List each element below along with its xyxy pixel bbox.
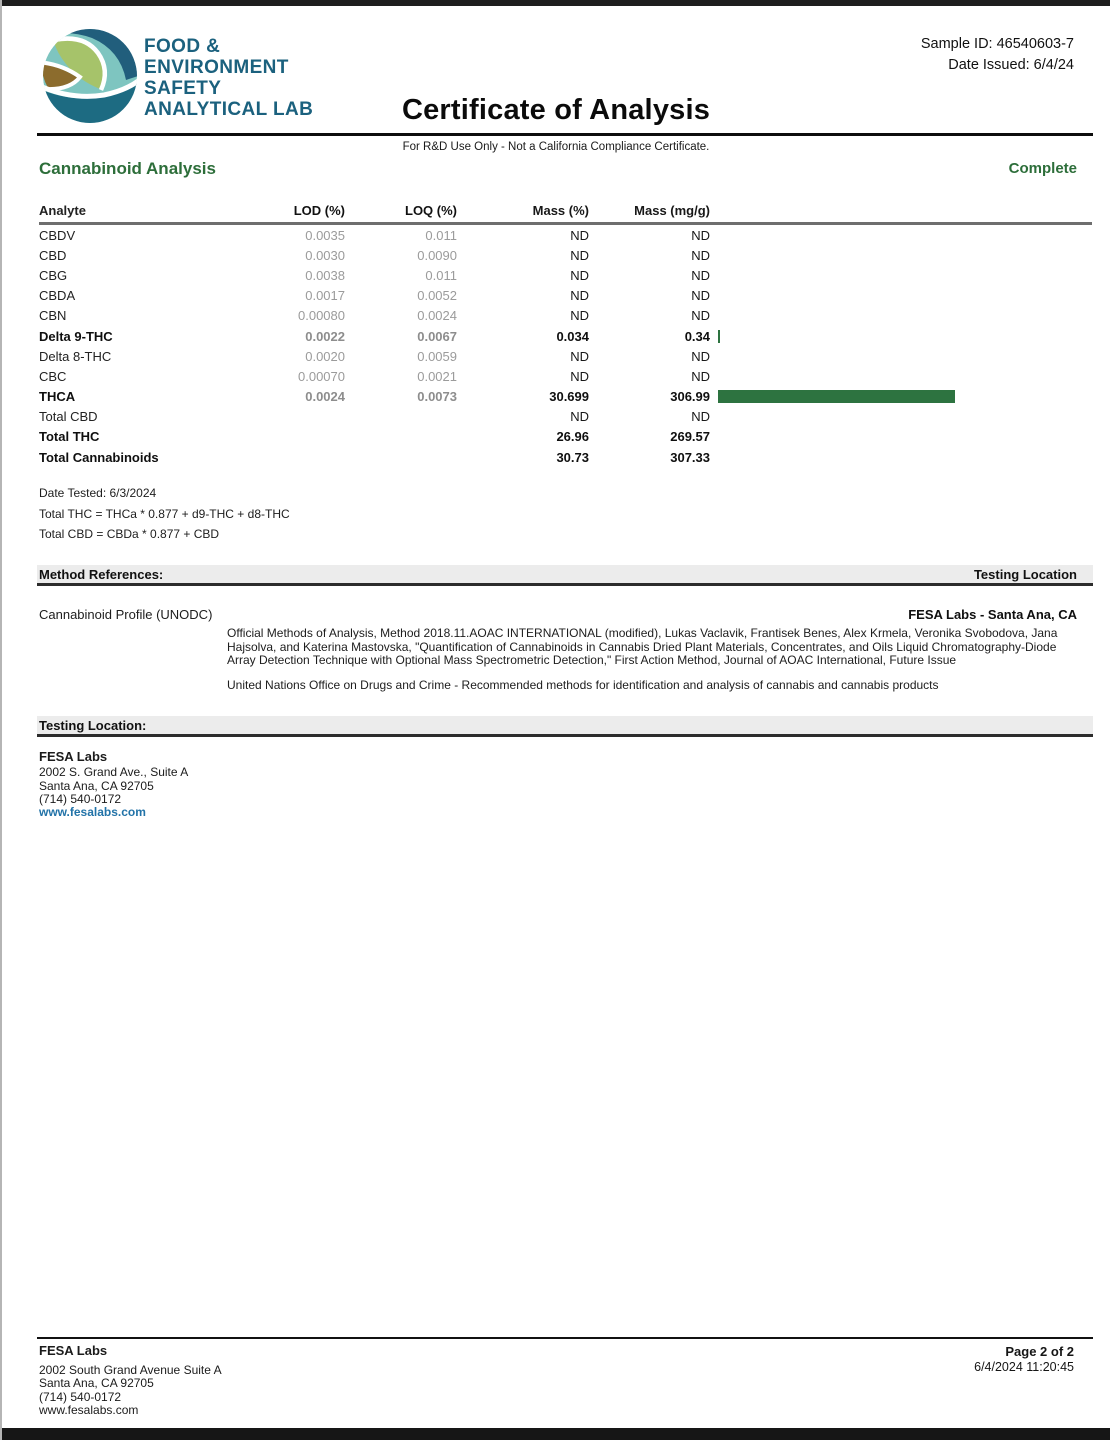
footer-lab-name: FESA Labs bbox=[39, 1343, 108, 1358]
lab-address-block bbox=[39, 750, 188, 819]
loq-value: 0.0090 bbox=[417, 247, 457, 263]
table-row bbox=[39, 286, 1092, 306]
loq-value: 0.011 bbox=[425, 267, 457, 283]
mass-mgg-value: ND bbox=[691, 267, 710, 283]
method-reference-text: Official Methods of Analysis, Method 2018.11.AOAC INTERNATIONAL (modified), Lukas Vaclavik, Frantisek Benes, Alex Krmela, Veronika Svobodova, Jana Hajsolva, and Katerina Mastovska, "Quantification of Cannabinoids in Cannabis Dried Plant Materials, Concentrates, and Oils Liquid Chromatography-Diode Array Detection Technique with Optional Mass Spectrometric Detection," First Action Method, Journal of AOAC International, Future Issue bbox=[227, 626, 1058, 667]
testing-location-bar bbox=[37, 716, 1093, 737]
analyte-name: Total THC bbox=[39, 429, 100, 445]
mass-pct-value: ND bbox=[570, 409, 589, 425]
status-badge: Complete bbox=[1008, 160, 1077, 177]
lab-name: FESA Labs bbox=[39, 749, 108, 764]
loq-value: 0.0067 bbox=[417, 328, 457, 344]
method-references-heading: Method References: bbox=[39, 567, 164, 582]
mass-pct-value: 0.034 bbox=[556, 328, 589, 344]
test-notes bbox=[39, 487, 290, 549]
loq-value: 0.0052 bbox=[417, 288, 457, 304]
lod-value: 0.0038 bbox=[305, 267, 345, 283]
bar-cell bbox=[710, 390, 1092, 403]
method-reference-text-unodc: United Nations Office on Drugs and Crime - Recommended methods for identification and analysis of cannabis and cannabis products bbox=[227, 678, 939, 692]
footer-address-line1: 2002 South Grand Avenue Suite A bbox=[39, 1362, 222, 1377]
mass-pct-value: ND bbox=[570, 368, 589, 384]
mass-mgg-value: ND bbox=[691, 227, 710, 243]
col-header-loq: LOQ (%) bbox=[405, 203, 457, 218]
lod-value: 0.0020 bbox=[305, 348, 345, 364]
table-row bbox=[39, 366, 1092, 386]
method-references-bar bbox=[37, 565, 1093, 586]
mass-mgg-value: ND bbox=[691, 288, 710, 304]
col-header-mass-pct: Mass (%) bbox=[532, 203, 589, 218]
analyte-name: CBC bbox=[39, 368, 67, 384]
mass-pct-value: ND bbox=[570, 348, 589, 364]
testing-location-heading: Testing Location: bbox=[39, 718, 147, 733]
mass-mgg-value: ND bbox=[691, 308, 710, 324]
footer-lab-info bbox=[39, 1344, 222, 1418]
total-thc-formula: Total THC = THCa * 0.877 + d9-THC + d8-THC bbox=[39, 506, 290, 521]
lod-value: 0.0017 bbox=[305, 288, 345, 304]
table-row bbox=[39, 225, 1092, 245]
lod-value: 0.00070 bbox=[298, 368, 345, 384]
lab-address-line1: 2002 S. Grand Ave., Suite A bbox=[39, 765, 189, 780]
lod-value: 0.0035 bbox=[305, 227, 345, 243]
mass-pct-value: ND bbox=[570, 267, 589, 283]
mass-mgg-value: 0.34 bbox=[684, 328, 710, 344]
table-row bbox=[39, 306, 1092, 326]
analyte-name: THCA bbox=[39, 389, 76, 405]
method-profile-row bbox=[39, 606, 1077, 624]
col-header-bar-spacer bbox=[710, 203, 1092, 220]
mass-pct-value: ND bbox=[570, 247, 589, 263]
lab-website-link[interactable]: www.fesalabs.com bbox=[39, 805, 146, 820]
table-row bbox=[39, 265, 1092, 285]
footer-phone: (714) 540-0172 bbox=[39, 1389, 122, 1404]
table-row bbox=[39, 427, 1092, 447]
page-top-edge bbox=[2, 0, 1110, 6]
footer-website: www.fesalabs.com bbox=[39, 1403, 139, 1417]
analyte-name: Delta 8-THC bbox=[39, 348, 112, 364]
col-header-lod: LOD (%) bbox=[293, 203, 345, 218]
loq-value: 0.0059 bbox=[417, 348, 457, 364]
mass-pct-value: 30.699 bbox=[549, 389, 589, 405]
date-issued: Date Issued: 6/4/24 bbox=[948, 57, 1074, 73]
footer-page-info bbox=[974, 1344, 1074, 1375]
bar-cell bbox=[710, 330, 1092, 343]
mass-mgg-value: 307.33 bbox=[670, 449, 710, 465]
analyte-name: CBDA bbox=[39, 288, 76, 304]
analyte-name: Total Cannabinoids bbox=[39, 449, 159, 465]
title-divider bbox=[37, 133, 1093, 136]
mass-pct-value: 26.96 bbox=[556, 429, 589, 445]
lab-wordmark-line: ANALYTICAL LAB bbox=[144, 99, 314, 120]
table-header-row bbox=[39, 203, 1092, 220]
lod-value: 0.0022 bbox=[305, 328, 345, 344]
mass-pct-value: ND bbox=[570, 288, 589, 304]
table-row bbox=[39, 387, 1092, 407]
loq-value: 0.0021 bbox=[417, 368, 457, 384]
lod-value: 0.00080 bbox=[298, 308, 345, 324]
mass-mgg-value: ND bbox=[691, 409, 710, 425]
mass-mgg-value: ND bbox=[691, 247, 710, 263]
lab-phone: (714) 540-0172 bbox=[39, 791, 122, 806]
loq-value: 0.0073 bbox=[417, 389, 457, 405]
page-bottom-edge bbox=[2, 1428, 1110, 1440]
testing-location-heading-right: Testing Location bbox=[973, 567, 1077, 582]
table-row bbox=[39, 407, 1092, 427]
section-title: Cannabinoid Analysis bbox=[39, 159, 216, 178]
analyte-name: CBN bbox=[39, 308, 67, 324]
mass-pct-value: ND bbox=[570, 308, 589, 324]
mass-mgg-value: 269.57 bbox=[670, 429, 710, 445]
loq-value: 0.011 bbox=[425, 227, 457, 243]
date-tested: Date Tested: 6/3/2024 bbox=[39, 486, 157, 500]
analyte-name: Delta 9-THC bbox=[39, 328, 113, 344]
table-row bbox=[39, 326, 1092, 346]
compliance-disclaimer: For R&D Use Only - Not a California Compliance Certificate. bbox=[402, 141, 710, 153]
mass-bar bbox=[718, 330, 720, 343]
method-profile-name: Cannabinoid Profile (UNODC) bbox=[39, 607, 213, 622]
lab-address-line2: Santa Ana, CA 92705 bbox=[39, 778, 154, 793]
lab-wordmark-line: FOOD & bbox=[144, 36, 221, 57]
total-cbd-formula: Total CBD = CBDa * 0.877 + CBD bbox=[39, 527, 220, 541]
col-header-analyte: Analyte bbox=[39, 203, 86, 218]
mass-pct-value: ND bbox=[570, 227, 589, 243]
page-number: Page 2 of 2 bbox=[1005, 1344, 1074, 1359]
sample-id: Sample ID: 46540603-7 bbox=[920, 36, 1074, 52]
mass-mgg-value: 306.99 bbox=[670, 389, 710, 405]
lab-wordmark-line: ENVIRONMENT bbox=[144, 57, 289, 78]
col-header-mass-mgg: Mass (mg/g) bbox=[634, 203, 710, 218]
footer-address-line2: Santa Ana, CA 92705 bbox=[39, 1376, 154, 1390]
lod-value: 0.0024 bbox=[305, 389, 345, 405]
page-title: Certificate of Analysis bbox=[401, 94, 711, 126]
sample-info bbox=[921, 34, 1074, 76]
analyte-name: CBG bbox=[39, 267, 68, 283]
table-row bbox=[39, 346, 1092, 366]
mass-mgg-value: ND bbox=[691, 368, 710, 384]
lod-value: 0.0030 bbox=[305, 247, 345, 263]
footer-divider bbox=[37, 1337, 1093, 1339]
method-testing-location: FESA Labs - Santa Ana, CA bbox=[908, 607, 1077, 622]
table-row bbox=[39, 245, 1092, 265]
print-datetime: 6/4/2024 11:20:45 bbox=[974, 1360, 1074, 1374]
mass-pct-value: 30.73 bbox=[556, 449, 589, 465]
mass-mgg-value: ND bbox=[691, 348, 710, 364]
section-header bbox=[39, 159, 1077, 179]
mass-bar bbox=[718, 390, 955, 403]
table-row bbox=[39, 447, 1092, 467]
cannabinoid-table bbox=[39, 203, 1092, 467]
lab-wordmark-line: SAFETY bbox=[144, 78, 222, 99]
loq-value: 0.0024 bbox=[417, 308, 457, 324]
analyte-name: CBDV bbox=[39, 227, 76, 243]
analyte-name: CBD bbox=[39, 247, 67, 263]
analyte-name: Total CBD bbox=[39, 409, 98, 425]
